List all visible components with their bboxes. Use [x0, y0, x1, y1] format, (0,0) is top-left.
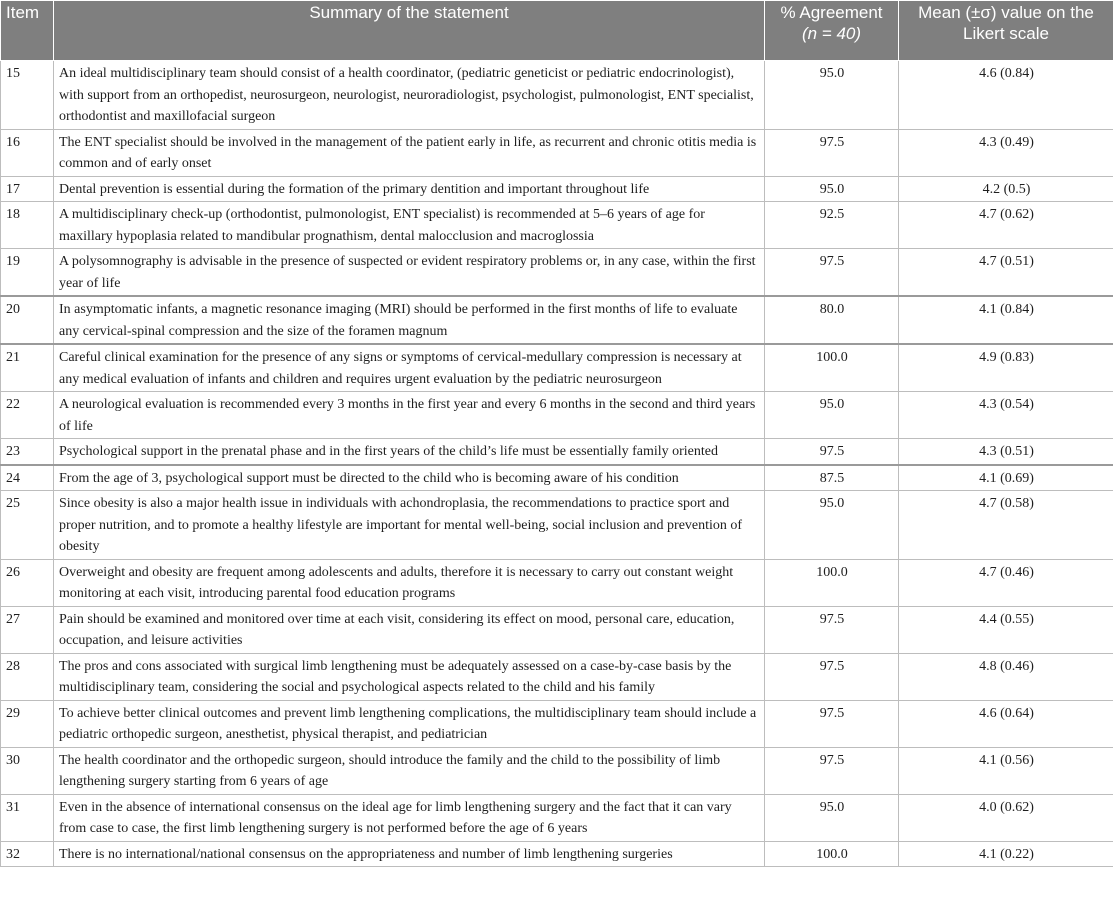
cell-agreement: 95.0: [765, 61, 899, 130]
cell-item: 27: [1, 606, 54, 653]
table-row: [1, 841, 1113, 867]
cell-mean: 4.3 (0.54): [899, 392, 1113, 439]
cell-agreement: 87.5: [765, 465, 899, 491]
header-agreement-n: (n = 40): [801, 24, 862, 43]
cell-item: 26: [1, 559, 54, 606]
cell-agreement: 92.5: [765, 202, 899, 249]
cell-item: 25: [1, 491, 54, 560]
table-header: [1, 1, 1113, 61]
table-row: [1, 747, 1113, 794]
table-row: [1, 653, 1113, 700]
cell-agreement: 97.5: [765, 700, 899, 747]
cell-summary: Overweight and obesity are frequent among adolescents and adults, therefore it is necessary to carry out constant weight monitoring at each visit, introducing parental food education programs: [54, 559, 765, 606]
cell-summary: The pros and cons associated with surgical limb lengthening must be adequately assessed on a case-by-case basis by the multidisciplinary team, considering the social and psychological aspects related to the child and his family: [54, 653, 765, 700]
cell-mean: 4.7 (0.46): [899, 559, 1113, 606]
table-row: [1, 249, 1113, 297]
cell-mean: 4.7 (0.58): [899, 491, 1113, 560]
cell-item: 29: [1, 700, 54, 747]
cell-mean: 4.1 (0.69): [899, 465, 1113, 491]
cell-mean: 4.3 (0.51): [899, 439, 1113, 465]
table-row: [1, 296, 1113, 344]
table-row: [1, 129, 1113, 176]
cell-item: 28: [1, 653, 54, 700]
cell-item: 20: [1, 296, 54, 344]
cell-item: 18: [1, 202, 54, 249]
cell-summary: A polysomnography is advisable in the presence of suspected or evident respiratory problems or, in any case, within the first year of life: [54, 249, 765, 297]
cell-agreement: 97.5: [765, 439, 899, 465]
cell-item: 32: [1, 841, 54, 867]
cell-mean: 4.1 (0.84): [899, 296, 1113, 344]
header-row: [1, 1, 1113, 61]
cell-item: 22: [1, 392, 54, 439]
header-item: Item: [1, 1, 54, 61]
cell-summary: Dental prevention is essential during the formation of the primary dentition and important throughout life: [54, 176, 765, 202]
cell-mean: 4.8 (0.46): [899, 653, 1113, 700]
cell-agreement: 97.5: [765, 653, 899, 700]
cell-summary: There is no international/national consensus on the appropriateness and number of limb lengthening surgeries: [54, 841, 765, 867]
cell-summary: In asymptomatic infants, a magnetic resonance imaging (MRI) should be performed in the first months of life to evaluate any cervical-spinal compression and the size of the foramen magnum: [54, 296, 765, 344]
cell-summary: Even in the absence of international consensus on the ideal age for limb lengthening surgery and the fact that it can vary from case to case, the first limb lengthening surgery is not performed before the age of 6 years: [54, 794, 765, 841]
table-row: [1, 465, 1113, 491]
cell-summary: The ENT specialist should be involved in the management of the patient early in life, as recurrent and chronic otitis media is common and of early onset: [54, 129, 765, 176]
header-mean-scale: Likert scale: [963, 24, 1049, 43]
cell-agreement: 95.0: [765, 794, 899, 841]
table-row: [1, 559, 1113, 606]
table-row: [1, 392, 1113, 439]
table-row: [1, 202, 1113, 249]
cell-item: 23: [1, 439, 54, 465]
cell-summary: To achieve better clinical outcomes and prevent limb lengthening complications, the multidisciplinary team should include a pediatric orthopedic surgeon, anesthetist, physical therapist, and pediatrician: [54, 700, 765, 747]
cell-summary: Psychological support in the prenatal phase and in the first years of the child’s life must be essentially family oriented: [54, 439, 765, 465]
cell-item: 30: [1, 747, 54, 794]
cell-mean: 4.9 (0.83): [899, 344, 1113, 392]
table-row: [1, 491, 1113, 560]
table-body: [1, 61, 1113, 867]
header-mean: [899, 1, 1113, 61]
cell-agreement: 97.5: [765, 249, 899, 297]
cell-mean: 4.7 (0.62): [899, 202, 1113, 249]
cell-mean: 4.3 (0.49): [899, 129, 1113, 176]
cell-item: 19: [1, 249, 54, 297]
cell-mean: 4.0 (0.62): [899, 794, 1113, 841]
table-row: [1, 344, 1113, 392]
header-agreement-label: % Agreement: [780, 3, 883, 22]
cell-mean: 4.2 (0.5): [899, 176, 1113, 202]
cell-mean: 4.6 (0.64): [899, 700, 1113, 747]
cell-mean: 4.1 (0.56): [899, 747, 1113, 794]
table-row: [1, 700, 1113, 747]
cell-agreement: 100.0: [765, 841, 899, 867]
cell-mean: 4.1 (0.22): [899, 841, 1113, 867]
cell-summary: Since obesity is also a major health issue in individuals with achondroplasia, the recommendations to practice sport and proper nutrition, and to promote a healthy lifestyle are important for mental well-being, social inclusion and prevention of obesity: [54, 491, 765, 560]
cell-summary: An ideal multidisciplinary team should consist of a health coordinator, (pediatric geneticist or pediatric endocrinologist), with support from an orthopedist, neurosurgeon, neurologist, neuroradiologist, psychologist, pulmonologist, ENT specialist, orthodontist and maxillofacial surgeon: [54, 61, 765, 130]
table-row: [1, 606, 1113, 653]
cell-summary: A neurological evaluation is recommended every 3 months in the first year and every 6 months in the second and third years of life: [54, 392, 765, 439]
header-mean-label: Mean (±σ) value on the: [918, 3, 1094, 22]
cell-mean: 4.7 (0.51): [899, 249, 1113, 297]
header-summary: Summary of the statement: [54, 1, 765, 61]
table-row: [1, 439, 1113, 465]
header-agreement: [765, 1, 899, 61]
cell-mean: 4.4 (0.55): [899, 606, 1113, 653]
cell-summary: From the age of 3, psychological support must be directed to the child who is becoming aware of his condition: [54, 465, 765, 491]
cell-mean: 4.6 (0.84): [899, 61, 1113, 130]
cell-item: 24: [1, 465, 54, 491]
cell-summary: Pain should be examined and monitored over time at each visit, considering its effect on mood, personal care, education, occupation, and leisure activities: [54, 606, 765, 653]
cell-item: 21: [1, 344, 54, 392]
table-row: [1, 794, 1113, 841]
table-row: [1, 176, 1113, 202]
cell-summary: Careful clinical examination for the presence of any signs or symptoms of cervical-medullary compression is necessary at any medical evaluation of infants and children and requires urgent evaluation by the pediatric neurosurgeon: [54, 344, 765, 392]
cell-item: 31: [1, 794, 54, 841]
cell-agreement: 95.0: [765, 176, 899, 202]
cell-item: 15: [1, 61, 54, 130]
cell-summary: The health coordinator and the orthopedic surgeon, should introduce the family and the child to the possibility of limb lengthening surgery starting from 6 years of age: [54, 747, 765, 794]
cell-agreement: 100.0: [765, 559, 899, 606]
cell-agreement: 100.0: [765, 344, 899, 392]
cell-agreement: 97.5: [765, 606, 899, 653]
cell-item: 17: [1, 176, 54, 202]
cell-agreement: 80.0: [765, 296, 899, 344]
cell-agreement: 95.0: [765, 392, 899, 439]
cell-agreement: 97.5: [765, 747, 899, 794]
cell-agreement: 97.5: [765, 129, 899, 176]
cell-agreement: 95.0: [765, 491, 899, 560]
table-row: [1, 61, 1113, 130]
cell-summary: A multidisciplinary check-up (orthodontist, pulmonologist, ENT specialist) is recommended at 5–6 years of age for maxillary hypoplasia related to mandibular prognathism, dental malocclusion and macroglossia: [54, 202, 765, 249]
cell-item: 16: [1, 129, 54, 176]
